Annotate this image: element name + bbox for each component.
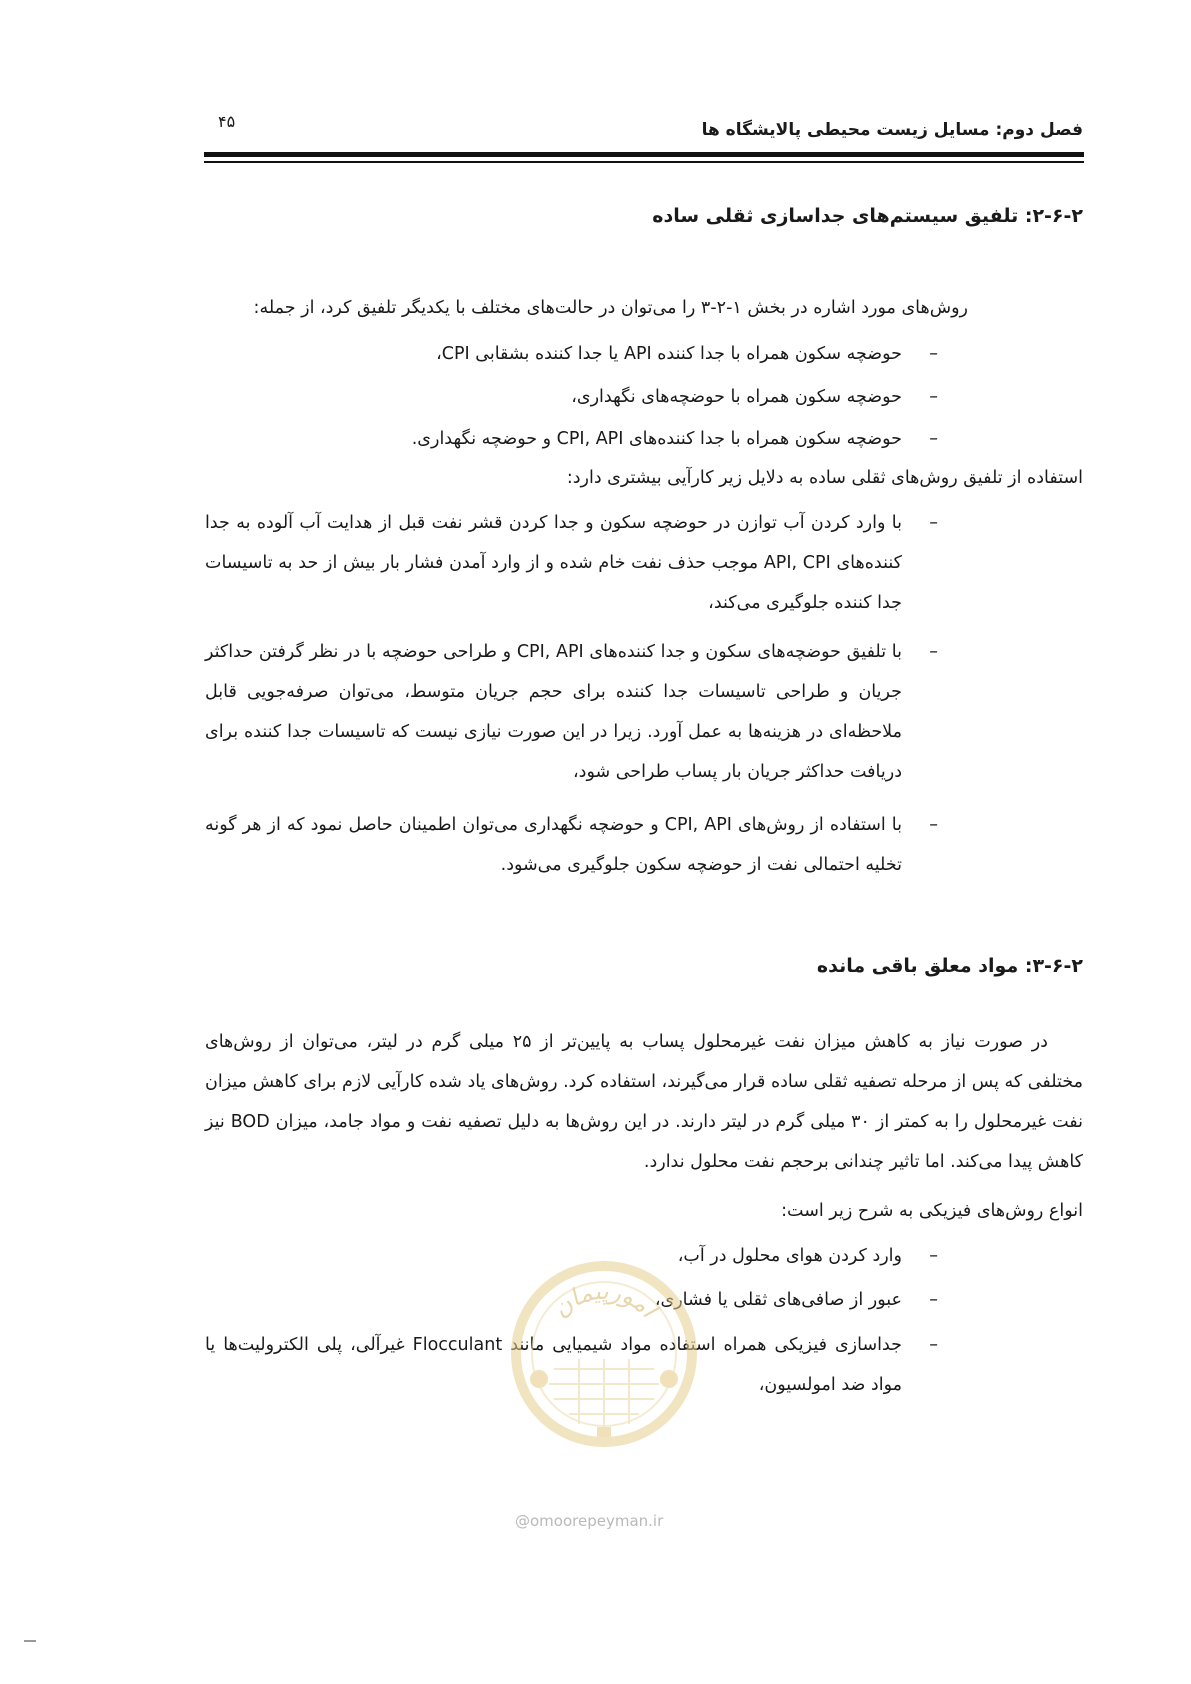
list-item — [205, 632, 938, 797]
bullet-dash: – — [929, 429, 938, 449]
watermark-url: @omoorepeyman.ir — [515, 1512, 664, 1530]
bullet-dash: – — [929, 1290, 938, 1310]
list-item-text: وارد کردن هوای محلول در آب، — [677, 1246, 902, 1266]
bullet-dash: – — [929, 344, 938, 364]
watermark-logo-text: امورپیمان — [546, 1276, 663, 1323]
section-paragraph: در صورت نیاز به کاهش میزان نفت غیرمحلول پساب به پایین‌تر از ۲۵ میلی گرم در لیتر، می‌توان از روش‌های مختلفی که پس از مرحله تصفیه ثقلی ساده قرار می‌گیرند، استفاده کرد. روش‌های یاد شده کارآیی لازم برای کاهش میزان نفت غیرمحلول را به کمتر از ۳۰ میلی گرم در لیتر دارند. در این روش‌ها به دلیل تصفیه نفت و مواد جامد، میزان BOD نیز کاهش پیدا می‌کند. اما تاثیر چندانی برحجم نفت محلول ندارد. — [205, 1032, 1083, 1172]
section-heading-3-6-2: ۳-۶-۲: مواد معلق باقی مانده — [816, 955, 1083, 977]
list-item-text: حوضچه سکون همراه با جدا کننده API یا جدا کننده بشقابی CPI، — [436, 344, 902, 364]
watermark-logo — [509, 1259, 699, 1449]
section-intro: روش‌های مورد اشاره در بخش ۱-۲-۳ را می‌توان در حالت‌های مختلف با یکدیگر تلفیق کرد، از جمله: — [253, 298, 968, 318]
types-intro: انواع روش‌های فیزیکی به شرح زیر است: — [781, 1201, 1083, 1221]
bullet-dash: – — [929, 513, 938, 533]
list-item — [290, 377, 938, 417]
list-item-text: با تلفیق حوضچه‌های سکون و جدا کننده‌های CPI, API و طراحی حوضچه با در نظر گرفتن حداکثر جریان و طراحی تاسیسات جدا کننده برای حجم جریان متوسط، می‌توان صرفه‌جویی قابل ملاحظه‌ای در هزینه‌ها به عمل آورد. زیرا در این صورت نیازی نیست که تاسیسات جدا کننده برای دریافت حداکثر جریان بار پساب طراحی شود، — [205, 642, 902, 782]
list-item — [205, 503, 938, 628]
list-item — [290, 334, 938, 374]
list-item-text: حوضچه سکون همراه با حوضچه‌های نگهداری، — [571, 387, 902, 407]
header-rule-thin — [204, 161, 1084, 163]
bullet-dash: – — [929, 642, 938, 662]
list-item-text: حوضچه سکون همراه با جدا کننده‌های CPI, API و حوضچه نگهداری. — [411, 429, 902, 449]
bullet-dash: – — [929, 815, 938, 835]
reasons-intro: استفاده از تلفیق روش‌های ثقلی ساده به دلایل زیر کارآیی بیشتری دارد: — [566, 468, 1083, 488]
bullet-dash: – — [929, 1246, 938, 1266]
scan-mark — [24, 1640, 36, 1642]
list-item — [205, 805, 938, 890]
bullet-dash: – — [929, 387, 938, 407]
list-item-text: با استفاده از روش‌های CPI, API و حوضچه نگهداری می‌توان اطمینان حاصل نمود که از هر گونه تخلیه احتمالی نفت از حوضچه سکون جلوگیری می‌شود. — [205, 815, 902, 875]
svg-text:امورپیمان — [547, 1277, 664, 1325]
running-header-title: فصل دوم: مسایل زیست محیطی پالایشگاه ها — [701, 120, 1083, 140]
section-heading-2-6-2: ۲-۶-۲: تلفیق سیستم‌های جداسازی ثقلی ساده — [652, 205, 1083, 227]
list-item — [290, 419, 938, 459]
list-item-text: با وارد کردن آب توازن در حوضچه سکون و جدا کردن قشر نفت قبل از هدایت آب آلوده به جدا کننده‌های API, CPI موجب حذف نفت خام شده و از وارد آمدن فشار بار بیش از حد به تاسیسات جدا کننده جلوگیری می‌کند، — [205, 513, 902, 613]
header-rule-thick — [204, 152, 1084, 157]
list-item-text: عبور از صافی‌های ثقلی یا فشاری، — [654, 1290, 902, 1310]
bullet-dash: – — [929, 1335, 938, 1355]
list-item-text: جداسازی فیزیکی همراه استفاده مواد شیمیایی مانند Flocculant غیرآلی، پلی الکترولیت‌ها یا مواد ضد امولسیون، — [205, 1335, 902, 1395]
page-number: ۴۵ — [218, 112, 236, 131]
